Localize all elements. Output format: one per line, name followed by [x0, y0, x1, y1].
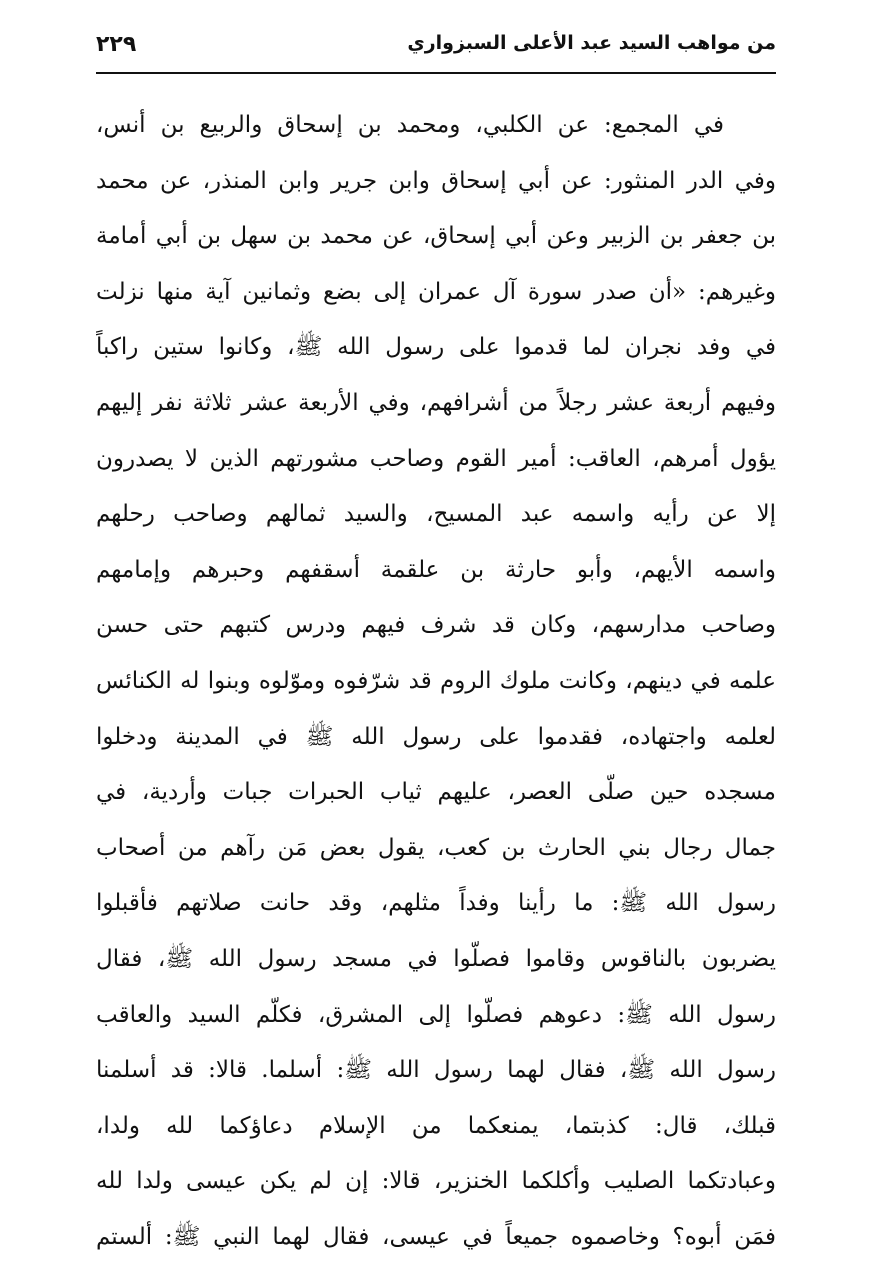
text-line: يؤول أمرهم، العاقب: أمير القوم وصاحب مشورتهم الذين لا يصدرون [96, 445, 776, 472]
text-line: فمَن أبوه؟ وخاصموه جميعاً في عيسى، فقال لهما النبي ﷺ: ألستم [96, 1223, 776, 1250]
text-line: يضربون بالناقوس وقاموا فصلّوا في مسجد رسول الله ﷺ، فقال [96, 945, 776, 972]
text-line: وعبادتكما الصليب وأكلكما الخنزير، قالا: إن لم يكن عيسى ولدا لله [96, 1168, 776, 1195]
text-line: وغيرهم: «أن صدر سورة آل عمران إلى بضع وثمانين آية منها نزلت [96, 278, 776, 305]
page-header [96, 28, 776, 74]
text-line: مسجده حين صلّى العصر، عليهم ثياب الحبرات جبات وأردية، في [96, 779, 776, 806]
text-line: وفي الدر المنثور: عن أبي إسحاق وابن جرير وابن المنذر، عن محمد [96, 167, 776, 194]
text-line: بن جعفر بن الزبير وعن أبي إسحاق، عن محمد بن سهل بن أبي أمامة [96, 223, 776, 250]
text-line: واسمه الأيهم، وأبو حارثة بن علقمة أسقفهم وحبرهم وإمامهم [96, 556, 776, 583]
text-line: رسول الله ﷺ: ما رأينا وفداً مثلهم، وقد حانت صلاتهم فأقبلوا [96, 890, 776, 917]
text-line: في وفد نجران لما قدموا على رسول الله ﷺ، وكانوا ستين راكباً [96, 334, 776, 361]
text-line: في المجمع: عن الكلبي، ومحمد بن إسحاق والربيع بن أنس، [96, 112, 724, 138]
text-line: رسول الله ﷺ: دعوهم فصلّوا إلى المشرق، فكلّم السيد والعاقب [96, 1001, 776, 1028]
running-title: من مواهب السيد عبد الأعلى السبزواري [407, 32, 776, 54]
text-line: لعلمه واجتهاده، فقدموا على رسول الله ﷺ في المدينة ودخلوا [96, 723, 776, 750]
text-line: وفيهم أربعة عشر رجلاً من أشرافهم، وفي الأربعة عشر ثلاثة نفر إليهم [96, 389, 776, 416]
text-line: رسول الله ﷺ، فقال لهما رسول الله ﷺ: أسلما. قالا: قد أسلمنا [96, 1057, 776, 1084]
text-line: علمه في دينهم، وكانت ملوك الروم قد شرّفوه وموّلوه وبنوا له الكنائس [96, 667, 776, 694]
page-number: ٢٢٩ [96, 32, 137, 57]
text-line: وصاحب مدارسهم، وكان قد شرف فيهم ودرس كتبهم حتى حسن [96, 612, 776, 639]
body-text [96, 98, 776, 1265]
text-line: قبلك، قال: كذبتما، يمنعكما من الإسلام دعاؤكما لله ولدا، [96, 1112, 776, 1139]
text-line: إلا عن رأيه واسمه عبد المسيح، والسيد ثمالهم وصاحب رحلهم [96, 501, 776, 528]
text-line: جمال رجال بني الحارث بن كعب، يقول بعض مَن رآهم من أصحاب [96, 834, 776, 861]
